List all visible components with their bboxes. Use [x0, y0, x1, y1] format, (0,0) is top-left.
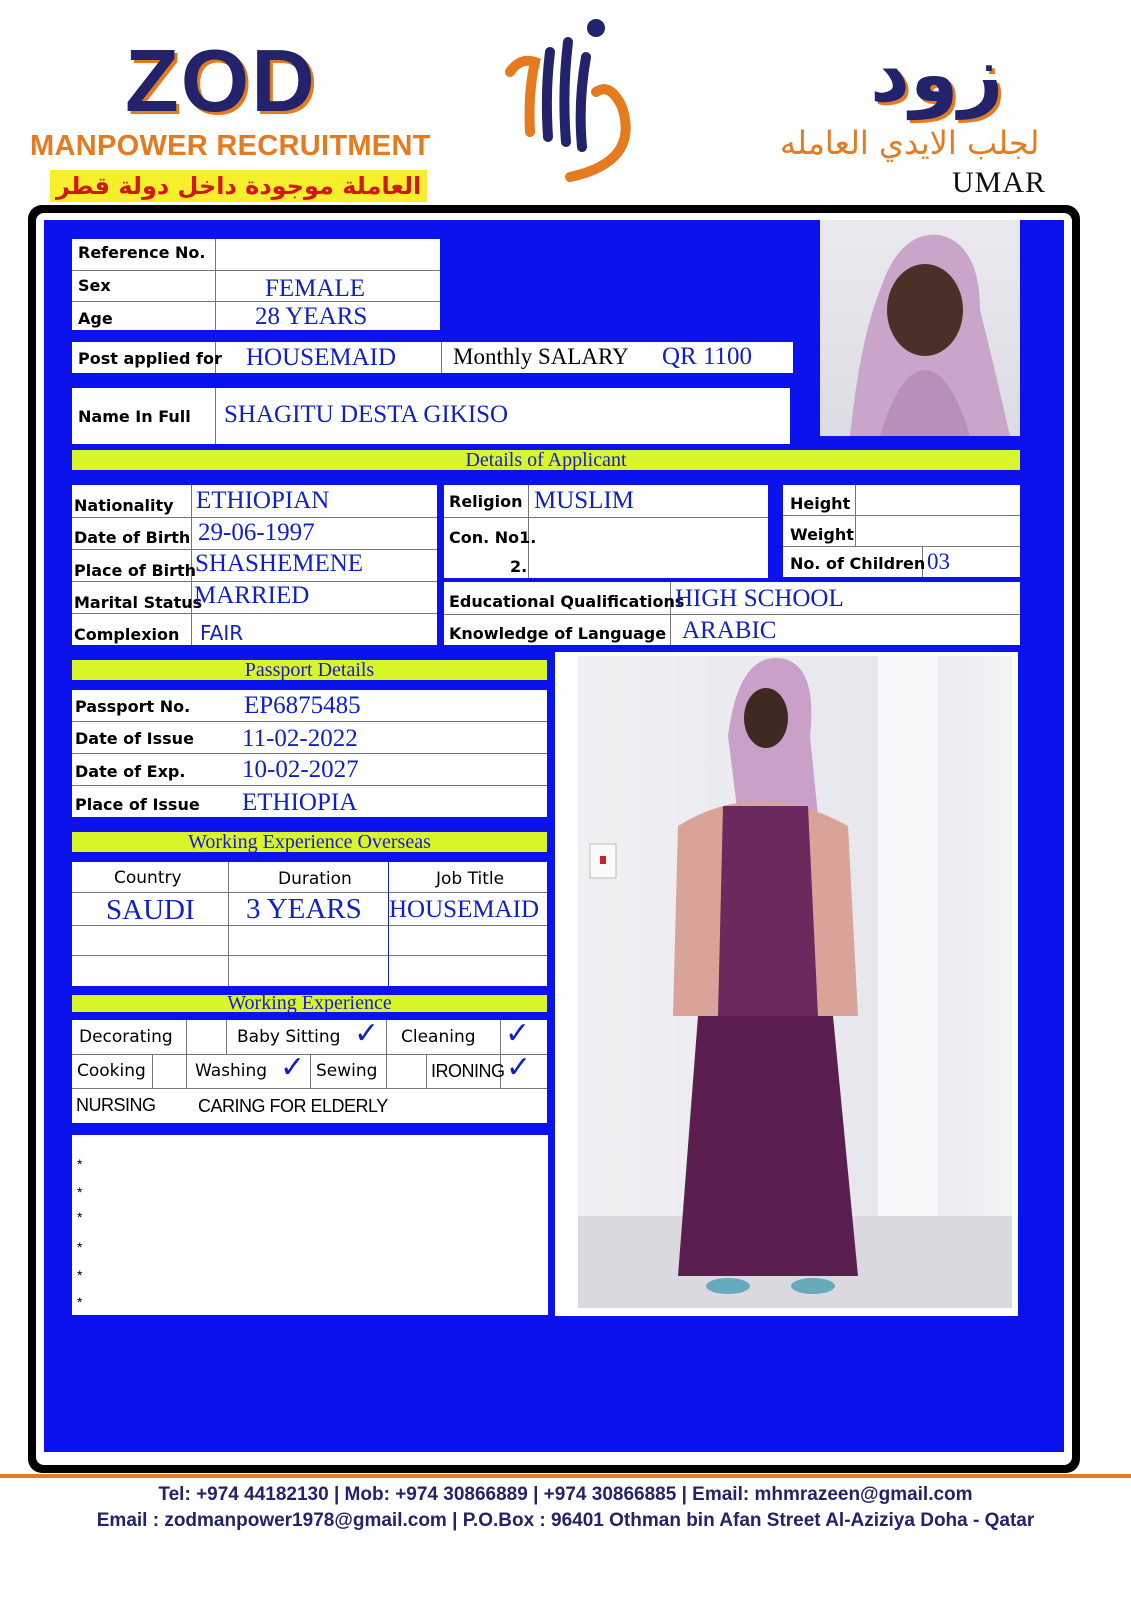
- overseas-country: SAUDI: [106, 894, 195, 926]
- col-job-title: Job Title: [436, 869, 505, 889]
- age-label: Age: [78, 309, 113, 328]
- dob-value: 29-06-1997: [198, 519, 315, 546]
- overseas-job: HOUSEMAID: [389, 896, 539, 923]
- weight-label: Weight: [790, 525, 854, 544]
- section-details: Details of Applicant: [72, 450, 1020, 470]
- passport-no-value: EP6875485: [244, 692, 361, 719]
- exp-date-label: Date of Exp.: [75, 762, 186, 781]
- skill-ironing: IRONING: [431, 1061, 505, 1081]
- footer-address: Email : zodmanpower1978@gmail.com | P.O.Box : 96401 Othman bin Afan Street Al-Aziziya Doha - Qatar: [96, 1510, 1035, 1531]
- arabic-banner: العاملة موجودة داخل دولة قطر: [50, 170, 427, 202]
- skill-decorating: Decorating: [79, 1027, 173, 1047]
- skill-sewing: Sewing: [316, 1061, 378, 1081]
- salary-label: Monthly SALARY: [453, 344, 629, 369]
- umar-label: UMAR: [952, 166, 1047, 199]
- education-label: Educational Qualifications: [449, 592, 685, 611]
- footer-divider: [0, 1474, 1131, 1478]
- sex-label: Sex: [78, 276, 111, 295]
- section-passport: Passport Details: [72, 660, 547, 680]
- note-bullet: *: [77, 1156, 83, 1172]
- issue-place-value: ETHIOPIA: [242, 789, 358, 816]
- brand-logo-text: ZOD: [125, 31, 317, 130]
- applicant-full-photo: [578, 656, 1012, 1308]
- post-label: Post applied for: [78, 349, 222, 368]
- notes-box: [72, 1135, 548, 1315]
- marital-label: Marital Status: [74, 593, 203, 612]
- sex-value: FEMALE: [265, 275, 365, 302]
- note-bullet: *: [77, 1294, 83, 1310]
- con1-label: Con. No1.: [449, 528, 537, 547]
- note-bullet: *: [77, 1184, 83, 1200]
- skill-washing: Washing: [195, 1061, 268, 1081]
- nationality-label: Nationality: [74, 496, 174, 515]
- arabic-logo-text: زود: [870, 30, 1004, 120]
- salary-value: QR 1100: [662, 343, 753, 370]
- section-overseas: Working Experience Overseas: [72, 832, 547, 852]
- complexion-value: FAIR: [200, 621, 244, 645]
- note-bullet: *: [77, 1267, 83, 1283]
- exp-date-value: 10-02-2027: [242, 756, 359, 783]
- skill-baby-sitting: Baby Sitting: [237, 1027, 341, 1047]
- language-label: Knowledge of Language: [449, 624, 667, 643]
- applicant-portrait: [820, 220, 1020, 436]
- pob-label: Place of Birth: [74, 561, 197, 580]
- skill-caring-elderly: CARING FOR ELDERLY: [198, 1096, 388, 1116]
- issue-date-value: 11-02-2022: [242, 725, 358, 752]
- con2-label: 2.: [510, 557, 528, 576]
- skill-cleaning: Cleaning: [401, 1027, 476, 1047]
- reference-label: Reference No.: [78, 243, 206, 262]
- passport-no-label: Passport No.: [75, 697, 191, 716]
- education-value: HIGH SCHOOL: [675, 585, 844, 612]
- religion-value: MUSLIM: [534, 487, 635, 514]
- height-label: Height: [790, 494, 851, 513]
- col-country: Country: [114, 868, 182, 888]
- footer-contact: Tel: +974 44182130 | Mob: +974 30866889 | +974 30866885 | Email: mhmrazeen@gmail.com: [158, 1484, 973, 1505]
- dob-label: Date of Birth: [74, 528, 191, 547]
- issue-date-label: Date of Issue: [75, 729, 194, 748]
- nationality-value: ETHIOPIAN: [196, 487, 330, 514]
- language-value: ARABIC: [682, 617, 777, 644]
- section-experience: Working Experience: [72, 995, 547, 1012]
- cleaning-check-icon: ✓: [505, 1017, 531, 1050]
- children-label: No. of Children: [790, 554, 926, 573]
- children-value: 03: [927, 549, 950, 574]
- ironing-check-icon: ✓: [506, 1051, 532, 1084]
- arabic-tagline: لجلب الايدي العامله: [780, 124, 1040, 162]
- note-bullet: *: [77, 1239, 83, 1255]
- pob-value: SHASHEMENE: [195, 550, 364, 577]
- age-value: 28 YEARS: [255, 303, 368, 330]
- brand-subtitle: MANPOWER RECRUITMENT: [30, 130, 431, 162]
- marital-value: MARRIED: [194, 582, 310, 609]
- complexion-label: Complexion: [74, 625, 180, 644]
- issue-place-label: Place of Issue: [75, 795, 200, 814]
- skill-nursing: NURSING: [76, 1095, 156, 1115]
- religion-label: Religion: [449, 492, 523, 511]
- baby-sitting-check-icon: ✓: [354, 1017, 380, 1050]
- washing-check-icon: ✓: [280, 1051, 306, 1084]
- post-value: HOUSEMAID: [246, 344, 396, 371]
- company-logo-icon: [500, 12, 640, 182]
- name-value: SHAGITU DESTA GIKISO: [224, 401, 509, 428]
- col-duration: Duration: [278, 869, 352, 889]
- note-bullet: *: [77, 1209, 83, 1225]
- name-label: Name In Full: [78, 407, 191, 426]
- skill-cooking: Cooking: [77, 1061, 146, 1081]
- overseas-duration: 3 YEARS: [246, 893, 362, 925]
